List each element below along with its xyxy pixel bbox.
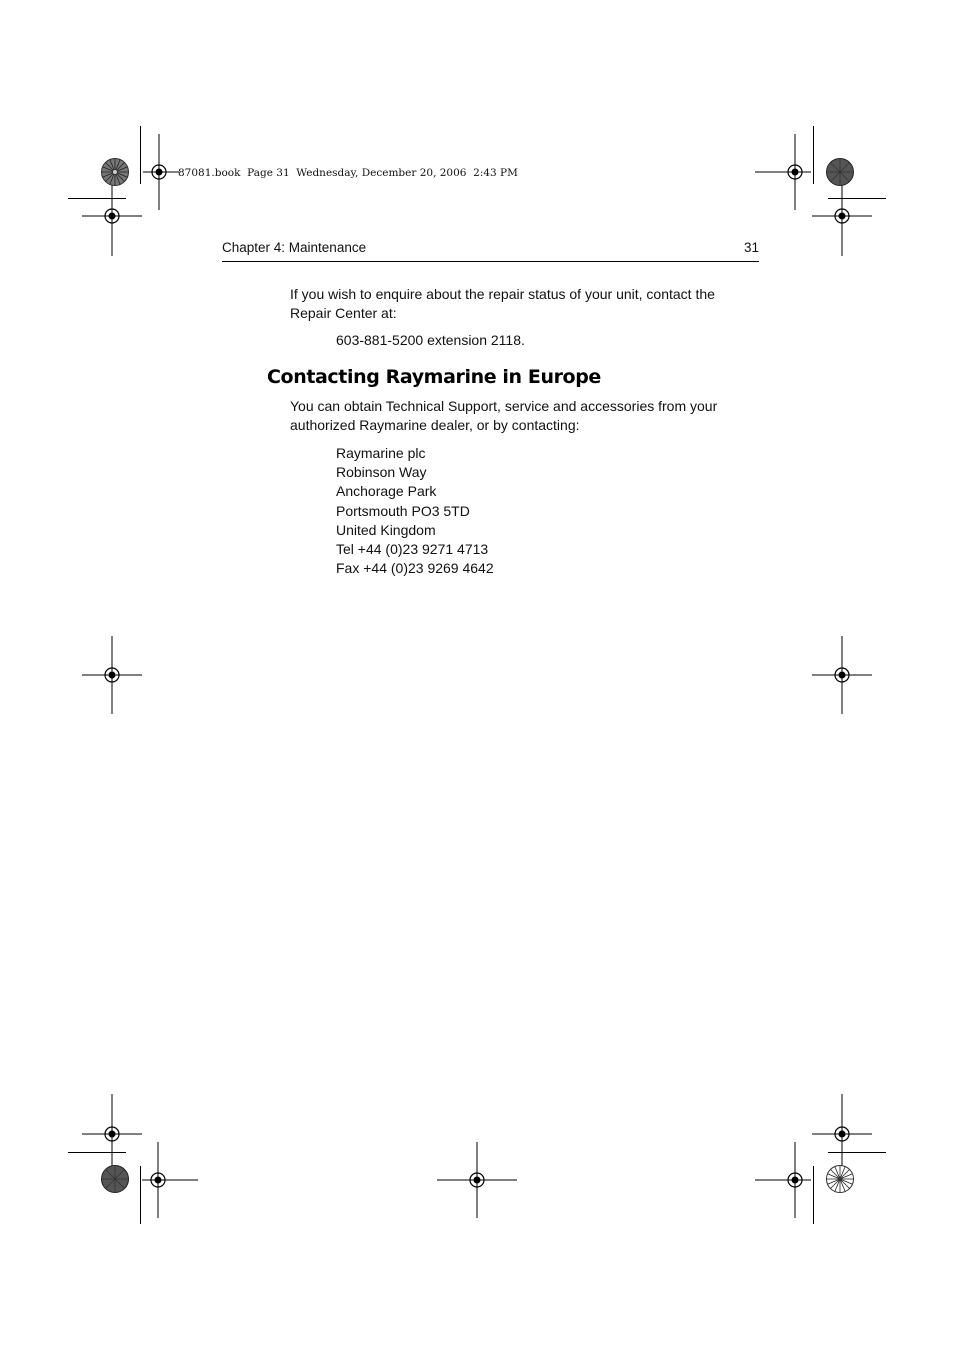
registration-mark-icon — [437, 1142, 517, 1218]
print-slug: 87081.book Page 31 Wednesday, December 20, 2006 2:43 PM — [178, 167, 518, 179]
repair-status-paragraph: If you wish to enquire about the repair status of your unit, contact the Repair Center at: — [290, 286, 715, 321]
registration-mark-icon — [82, 636, 142, 714]
running-header — [222, 238, 759, 262]
section-heading: Contacting Raymarine in Europe — [267, 366, 601, 388]
page-number: 31 — [743, 240, 759, 255]
star-target-icon — [100, 157, 130, 187]
address-line: Fax +44 (0)23 9269 4642 — [336, 560, 494, 577]
address-line: Tel +44 (0)23 9271 4713 — [336, 541, 489, 558]
registration-mark-icon — [812, 1094, 872, 1174]
repair-center-phone: 603-881-5200 extension 2118. — [336, 332, 525, 348]
europe-intro-paragraph: You can obtain Technical Support, service and accessories from your authorized Raymarine dealer, or by contacting: — [290, 398, 718, 433]
star-target-icon — [100, 1164, 130, 1194]
registration-mark-icon — [755, 134, 811, 210]
registration-mark-icon — [812, 176, 872, 256]
address-line: United Kingdom — [336, 521, 436, 538]
registration-mark-icon — [143, 134, 179, 210]
star-target-icon — [825, 1164, 855, 1194]
europe-address-block — [336, 444, 494, 578]
registration-mark-icon — [755, 1142, 811, 1218]
address-line: Portsmouth PO3 5TD — [336, 502, 470, 519]
crop-mark — [140, 1166, 141, 1224]
star-target-icon — [825, 157, 855, 187]
crop-mark — [813, 1166, 814, 1224]
chapter-title: Chapter 4: Maintenance — [222, 240, 367, 255]
registration-mark-icon — [82, 1094, 142, 1174]
registration-mark-icon — [82, 176, 142, 256]
registration-mark-icon — [142, 1142, 198, 1218]
registration-mark-icon — [812, 636, 872, 714]
address-line: Raymarine plc — [336, 445, 426, 461]
address-line: Robinson Way — [336, 464, 427, 481]
address-line: Anchorage Park — [336, 483, 437, 500]
